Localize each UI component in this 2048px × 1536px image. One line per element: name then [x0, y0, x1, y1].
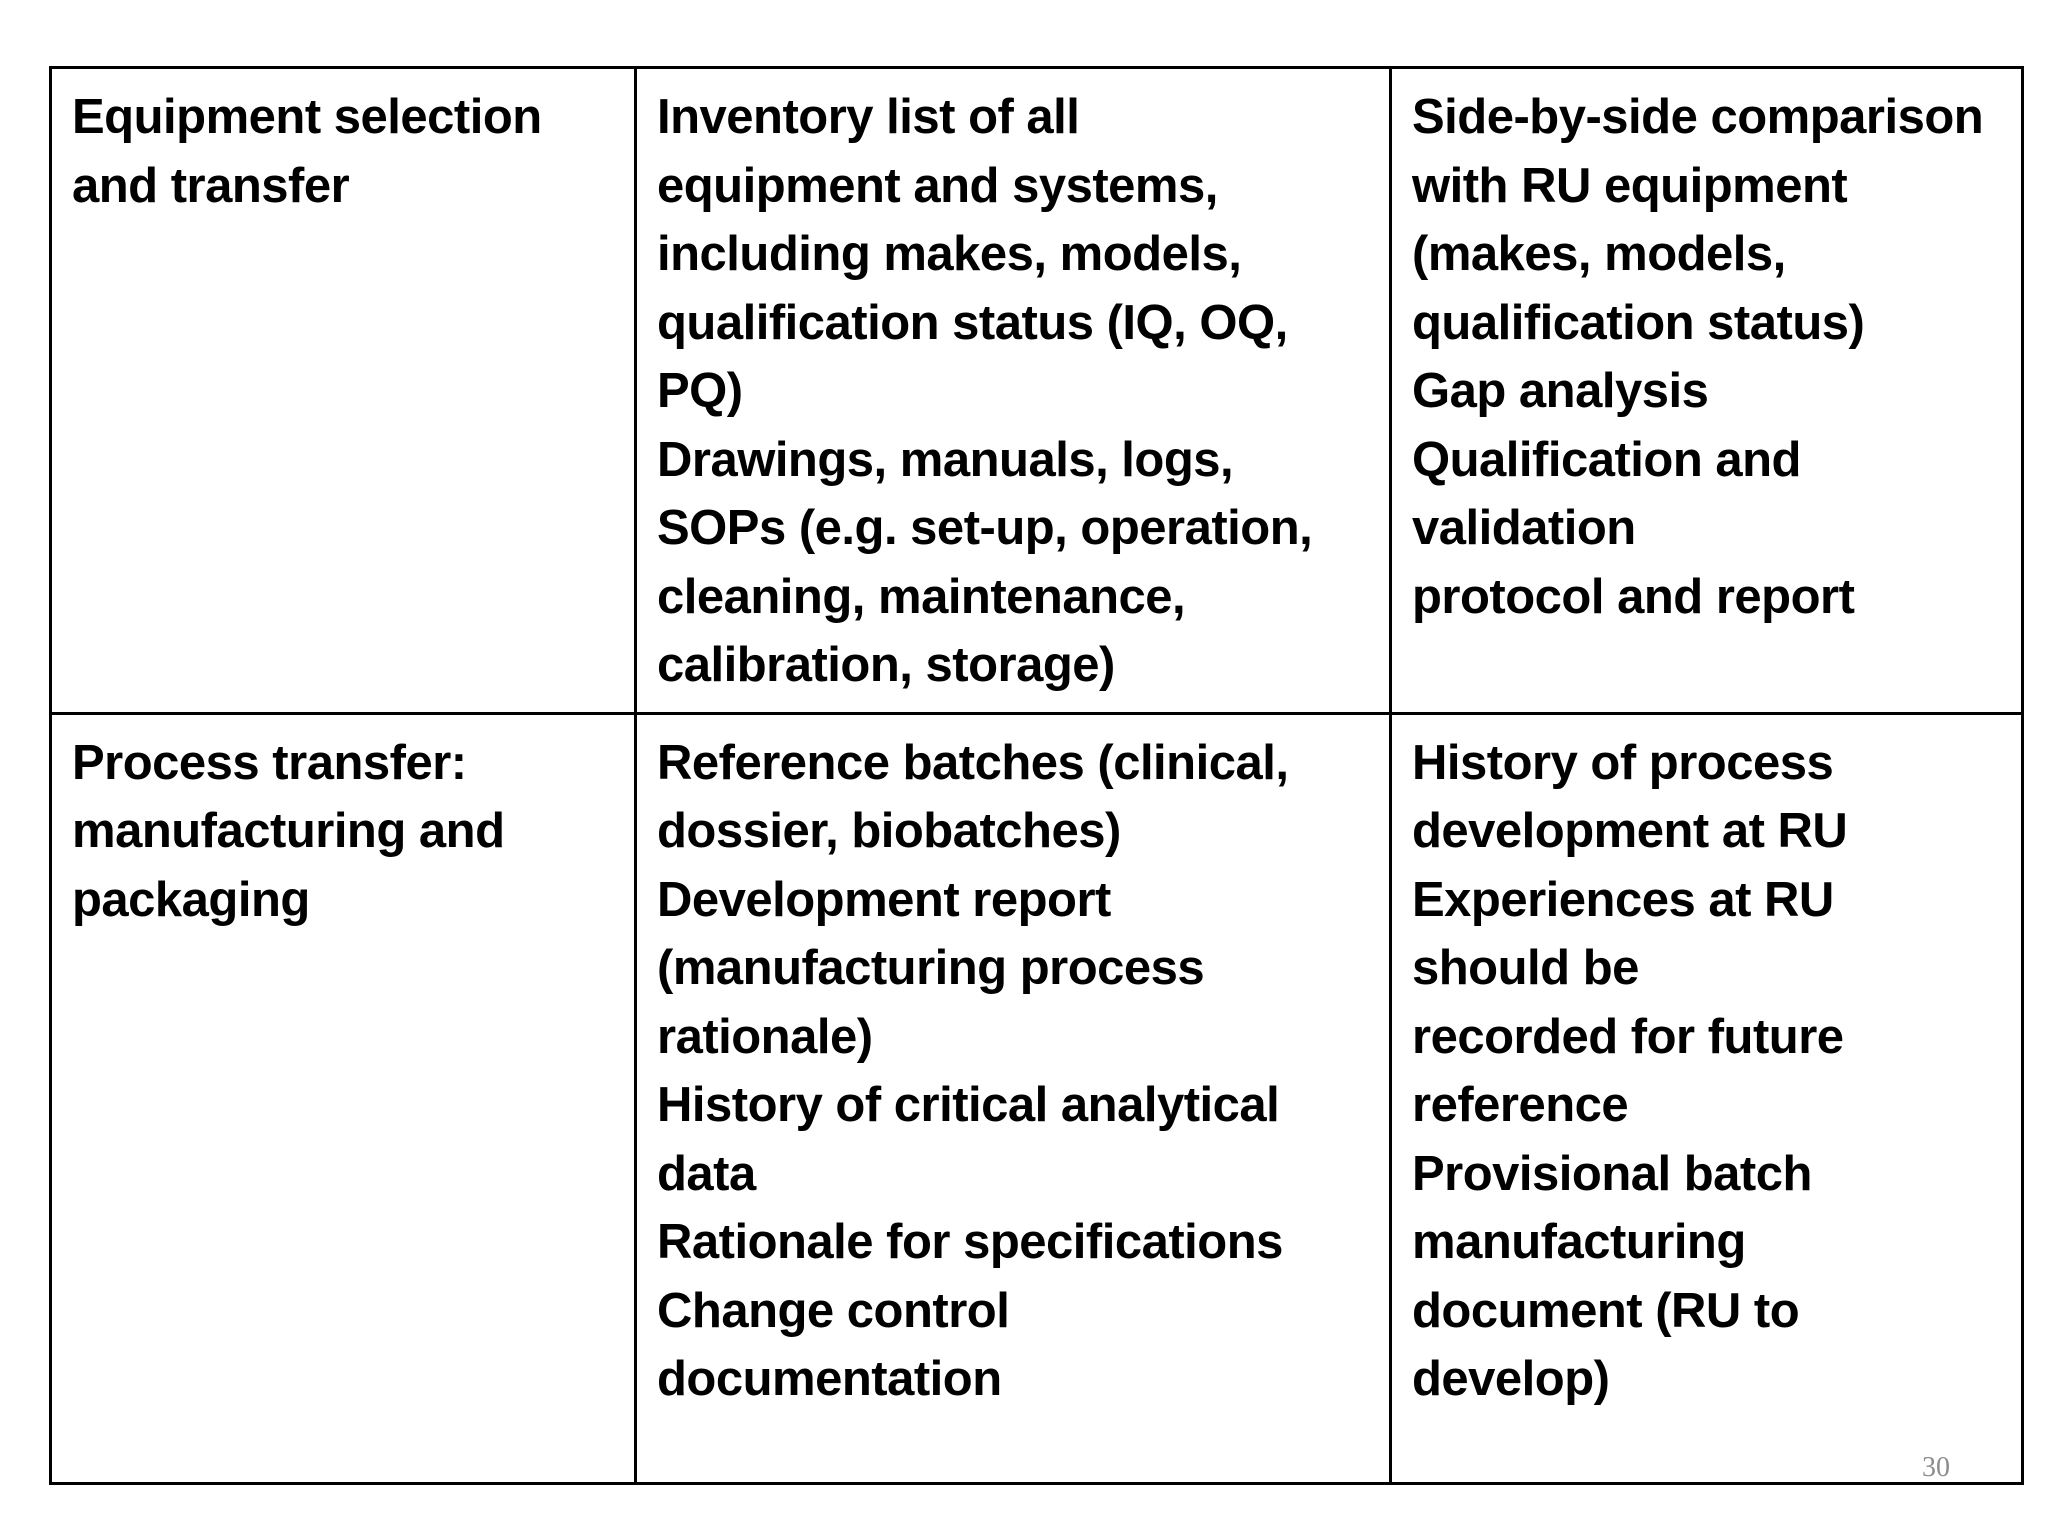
cell-text-line: (manufacturing process	[657, 941, 1205, 995]
cell-text-line: Equipment selection	[72, 90, 542, 144]
table-row	[51, 713, 2023, 1483]
cell-text-line: Development report	[657, 872, 1111, 927]
cell-text-line: History of critical analytical	[657, 1078, 1280, 1132]
cell-text-line: recorded for future	[1412, 1009, 1844, 1064]
cell-text-line: qualification status (IQ, OQ,	[657, 295, 1288, 350]
cell-text-line: data	[657, 1146, 756, 1201]
cell-text-line: and transfer	[72, 158, 350, 213]
cell-text-line: History of process	[1412, 735, 1834, 790]
table-row	[51, 68, 2023, 714]
cell-text-line: Side-by-side comparison	[1412, 90, 1984, 144]
cell-text-line: develop)	[1412, 1352, 1610, 1406]
cell-text-line: calibration, storage)	[657, 638, 1115, 692]
table-cell-activity	[51, 68, 636, 714]
cell-text-line: manufacturing and	[72, 804, 505, 858]
cell-text-line: Change control	[657, 1283, 1010, 1338]
cell-text-line: should be	[1412, 941, 1639, 995]
cell-text-line: validation	[1412, 501, 1636, 555]
cell-text-line: cleaning, maintenance,	[657, 569, 1186, 624]
cell-text-line: Drawings, manuals, logs,	[657, 432, 1234, 487]
cell-text-line: packaging	[72, 872, 310, 927]
cell-text-line: Gap analysis	[1412, 364, 1709, 418]
cell-text-line: Process transfer:	[72, 735, 467, 790]
cell-text-line: reference	[1412, 1078, 1629, 1132]
cell-text-line: with RU equipment	[1412, 158, 1848, 213]
cell-text-line: Inventory list of all	[657, 90, 1080, 144]
content-table	[49, 66, 2024, 1485]
cell-text-line: Experiences at RU	[1412, 872, 1834, 927]
cell-text-line: documentation	[657, 1352, 1002, 1406]
cell-text-line: development at RU	[1412, 804, 1848, 858]
cell-text-line: Qualification and	[1412, 432, 1801, 487]
cell-text-line: Provisional batch	[1412, 1146, 1812, 1201]
cell-text-line: (makes, models,	[1412, 227, 1786, 281]
table-cell-documentation	[636, 68, 1391, 714]
table-cell-ru-activities	[1391, 68, 2023, 714]
cell-text-line: SOPs (e.g. set-up, operation,	[657, 501, 1313, 555]
cell-text-line: PQ)	[657, 364, 743, 418]
cell-text-line: document (RU to	[1412, 1283, 1800, 1338]
table-cell-documentation	[636, 713, 1391, 1483]
page-number: 30	[1922, 1452, 1950, 1483]
cell-text-line: rationale)	[657, 1009, 873, 1064]
cell-text-line: Reference batches (clinical,	[657, 735, 1289, 790]
table-cell-ru-activities	[1391, 713, 2023, 1483]
cell-text-line: manufacturing	[1412, 1215, 1746, 1269]
cell-text-line: Rationale for specifications	[657, 1215, 1283, 1269]
cell-text-line: qualification status)	[1412, 295, 1865, 350]
table-cell-activity	[51, 713, 636, 1483]
cell-text-line: including makes, models,	[657, 227, 1242, 281]
cell-text-line: dossier, biobatches)	[657, 804, 1121, 858]
cell-text-line: protocol and report	[1412, 569, 1855, 624]
cell-text-line: equipment and systems,	[657, 158, 1218, 213]
